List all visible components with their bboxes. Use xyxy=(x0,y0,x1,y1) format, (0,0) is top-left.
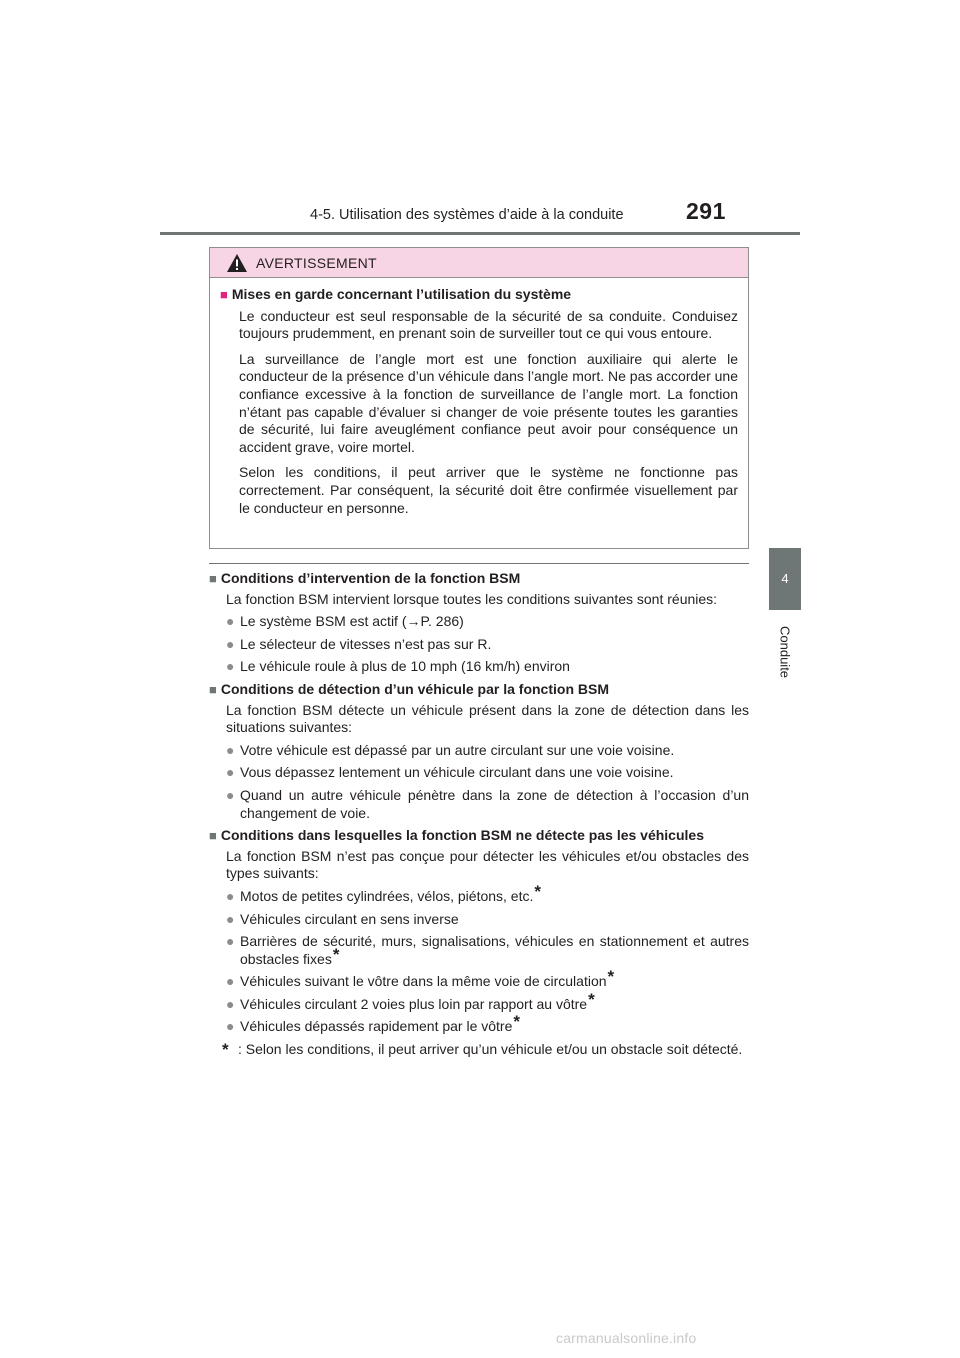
footnote-text: : Selon les conditions, il peut arriver qu’un véhicule et/ou un obstacle soit détecté. xyxy=(238,1041,743,1058)
footnote-mark: * xyxy=(222,1040,229,1060)
asterisk-mark: * xyxy=(588,989,595,1009)
warning-header xyxy=(210,248,748,278)
bullet-text: Le sélecteur de vitesses n’est pas sur R. xyxy=(240,635,492,652)
bullet-dot-icon: ● xyxy=(226,764,235,781)
list-item xyxy=(226,881,749,906)
section-activation-conditions xyxy=(209,570,749,676)
page-number: 291 xyxy=(686,198,726,224)
section-title: Conditions d’intervention de la fonction BSM xyxy=(220,570,521,586)
list-item xyxy=(226,764,749,782)
bullet-dot-icon: ● xyxy=(226,786,235,803)
list-item xyxy=(226,933,749,968)
section-title: Conditions de détection d’un véhicule par la fonction BSM xyxy=(220,680,609,697)
chapter-tab[interactable] xyxy=(769,548,801,610)
section-rule xyxy=(209,563,749,564)
warning-paragraph: Le conducteur est seul responsable de la sécurité de sa conduite. Conduisez toujours prudemment, en prenant soin de surveiller tout ce qui vous entoure. xyxy=(239,307,738,342)
gray-square-icon: ■ xyxy=(209,571,217,586)
list-item xyxy=(226,989,749,1014)
list-item xyxy=(226,911,749,929)
bullet-dot-icon: ● xyxy=(226,887,235,904)
section-intro: La fonction BSM détecte un véhicule présent dans la zone de détection dans les situations suivantes: xyxy=(226,701,749,736)
gray-square-icon: ■ xyxy=(209,681,217,697)
section-title: Conditions dans lesquelles la fonction BSM ne détecte pas les véhicules xyxy=(220,827,704,844)
bullet-text: Vous dépassez lentement un véhicule circulant dans une voie voisine. xyxy=(240,764,674,781)
bullet-dot-icon: ● xyxy=(226,635,235,652)
watermark: carmanualsonline.info xyxy=(556,1330,697,1346)
bullet-text: Le véhicule roule à plus de 10 mph (16 km/h) environ xyxy=(240,658,570,675)
bullet-text: Barrières de sécurité, murs, signalisations, véhicules en stationnement et autres obstacles fixes xyxy=(240,933,749,967)
bullet-text: Véhicules suivant le vôtre dans la même voie de circulation xyxy=(240,973,607,990)
section-detection-conditions xyxy=(209,681,749,822)
asterisk-mark: * xyxy=(607,967,615,987)
gray-square-icon: ■ xyxy=(209,828,217,844)
bullet-dot-icon: ● xyxy=(226,1018,235,1035)
chapter-label: Conduite xyxy=(777,625,793,679)
list-item xyxy=(226,613,749,631)
list-item xyxy=(226,636,749,654)
bullet-text: Le système BSM est actif (→P. 286) xyxy=(240,613,464,630)
list-item xyxy=(226,1012,749,1036)
section-intro: La fonction BSM n’est pas conçue pour détecter les véhicules et/ou obstacles des types suivants: xyxy=(226,847,749,882)
list-item xyxy=(226,742,749,760)
bullet-text: Votre véhicule est dépassé par un autre circulant sur une voie voisine. xyxy=(240,741,675,758)
bullet-dot-icon: ● xyxy=(226,658,235,675)
bullet-text: Quand un autre véhicule pénètre dans la zone de détection à l’occasion d’un changement de voie. xyxy=(240,786,749,821)
bullet-dot-icon: ● xyxy=(226,995,235,1012)
warning-title: Mises en garde concernant l’utilisation du système xyxy=(231,286,572,302)
section-intro: La fonction BSM intervient lorsque toutes les conditions suivantes sont réunies: xyxy=(226,590,718,607)
asterisk-mark: * xyxy=(534,881,541,901)
warning-label: AVERTISSEMENT xyxy=(256,254,377,271)
warning-body xyxy=(210,278,748,517)
warning-title-row xyxy=(220,286,738,304)
main-content xyxy=(209,570,749,1059)
header-rule xyxy=(160,232,800,235)
bullet-dot-icon: ● xyxy=(226,741,235,758)
asterisk-mark: * xyxy=(332,944,340,964)
warning-box xyxy=(209,247,749,549)
bullet-dot-icon: ● xyxy=(226,910,235,927)
bullet-dot-icon: ● xyxy=(226,613,235,630)
warning-paragraph: Selon les conditions, il peut arriver que le système ne fonctionne pas correctement. Par conséquent, la sécurité doit être confirmée visuellement par le conducteur en personne. xyxy=(239,464,738,516)
asterisk-mark: * xyxy=(513,1012,521,1032)
list-item xyxy=(226,787,749,822)
bullet-text: Véhicules circulant en sens inverse xyxy=(240,910,459,927)
section-header-title: 4-5. Utilisation des systèmes d’aide à la conduite xyxy=(310,207,624,223)
bullet-dot-icon: ● xyxy=(226,933,235,950)
section-title-row xyxy=(209,827,749,845)
section-non-detection-conditions xyxy=(209,827,749,1036)
bullet-text: Motos de petites cylindrées, vélos, piétons, etc. xyxy=(240,887,534,904)
warning-triangle-icon xyxy=(226,253,248,273)
section-title-row xyxy=(209,570,749,588)
list-item xyxy=(226,658,749,676)
list-item xyxy=(226,967,749,991)
bullet-text: Véhicules dépassés rapidement par le vôtre xyxy=(240,1018,513,1035)
section-title-row xyxy=(209,681,749,699)
footnote xyxy=(222,1041,749,1059)
warning-paragraph: La surveillance de l’angle mort est une fonction auxiliaire qui alerte le conducteur de la présence d’un véhicule dans l’angle mort. Ne pas accorder une confiance excessive à la fonction de surveillance de l’angle mort. La fonction n’étant pas capable d’évaluer si changer de voie présente toutes les garanties de sécurité, lui faire aveuglément confiance peut avoir pour conséquence un accident grave, voire mortel. xyxy=(239,350,738,455)
chapter-number: 4 xyxy=(781,571,789,586)
bullet-text: Véhicules circulant 2 voies plus loin par rapport au vôtre xyxy=(240,995,588,1012)
bullet-dot-icon: ● xyxy=(226,973,235,990)
pink-square-icon: ■ xyxy=(220,287,228,302)
